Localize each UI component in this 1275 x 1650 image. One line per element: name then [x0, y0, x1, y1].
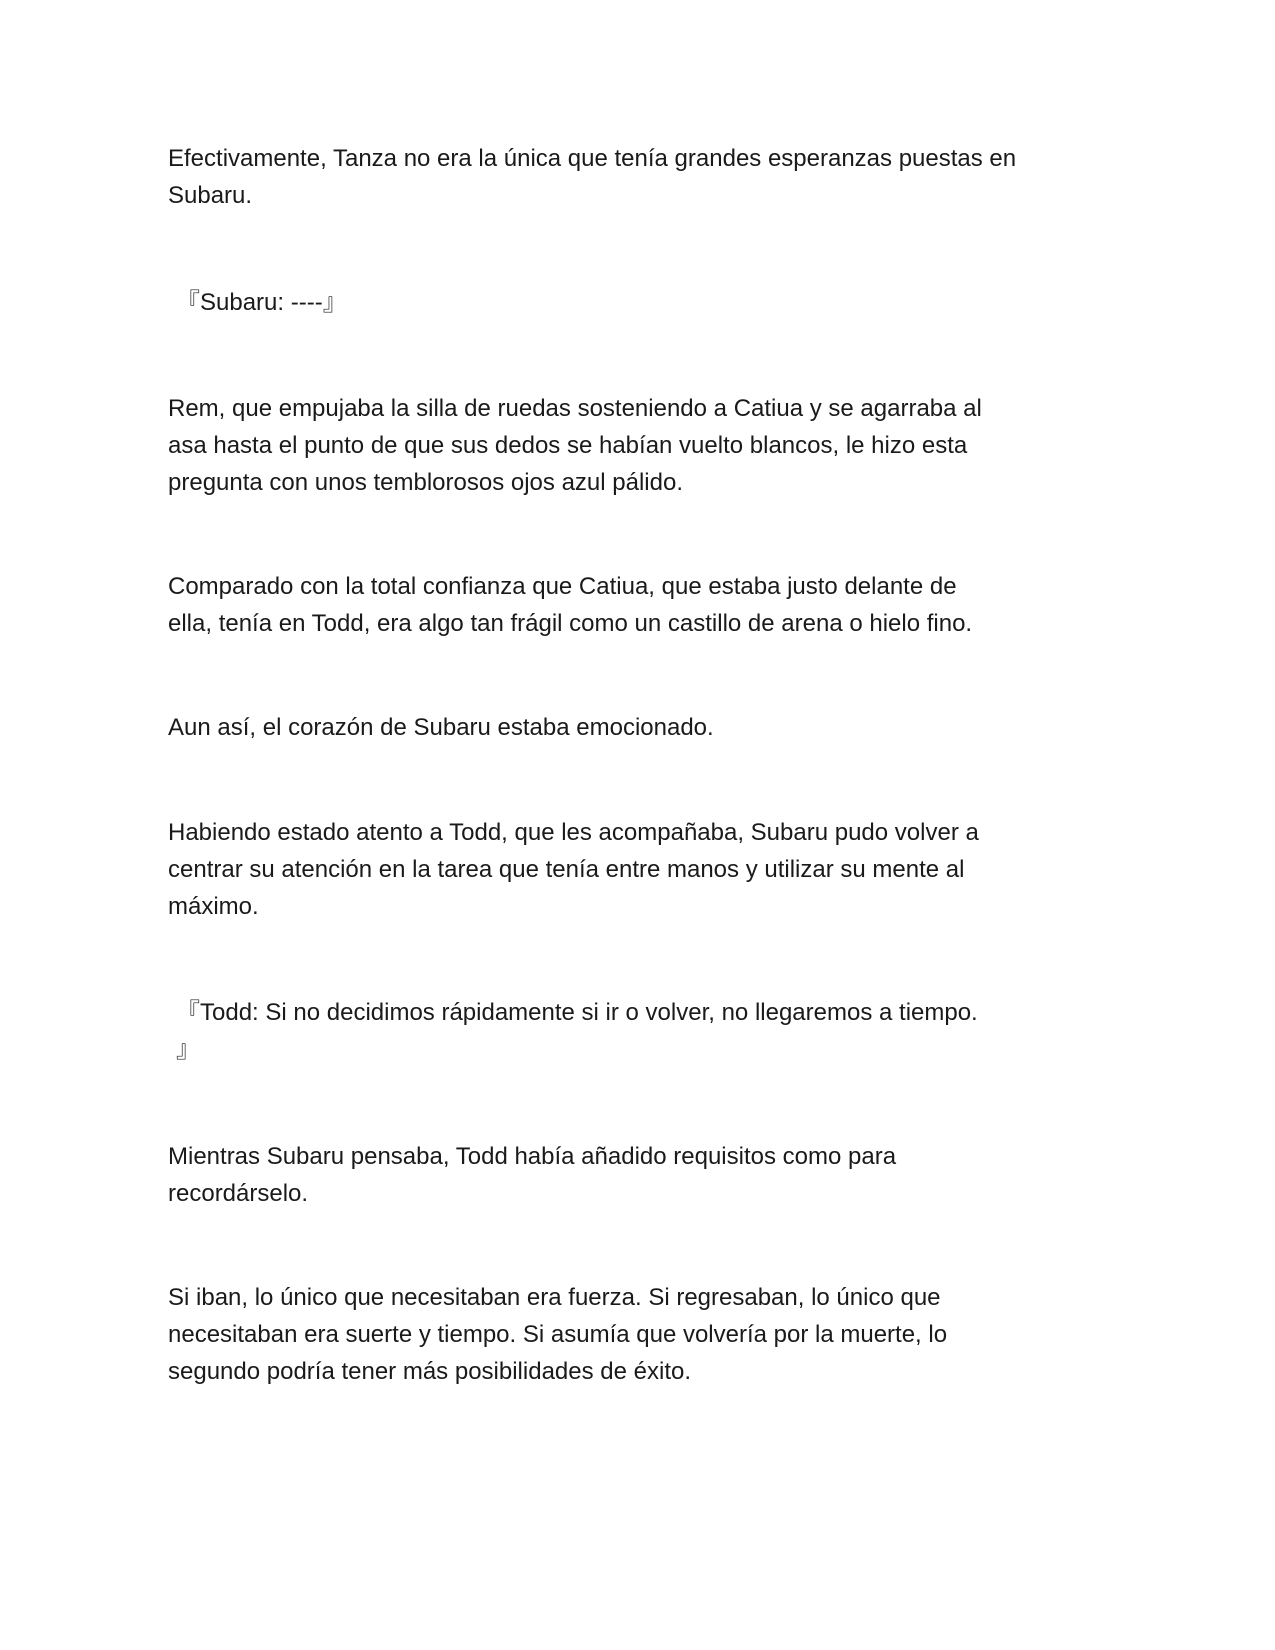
paragraph-6: Mientras Subaru pensaba, Todd había añadido requisitos como para recordárselo. [168, 1143, 897, 1207]
paragraph-1: Efectivamente, Tanza no era la única que tenía grandes esperanzas puestas en Subaru. [168, 145, 1017, 209]
paragraph-4: Aun así, el corazón de Subaru estaba emocionado. [168, 714, 714, 741]
paragraph-2: Rem, que empujaba la silla de ruedas sosteniendo a Catiua y se agarraba al asa hasta el punto de que sus dedos se habían vuelto blancos, le hizo esta pregunta con unos temblorosos ojos azul pálido. [168, 395, 982, 496]
paragraph-5: Habiendo estado atento a Todd, que les acompañaba, Subaru pudo volver a centrar su atención en la tarea que tenía entre manos y utilizar su mente al máximo. [168, 819, 979, 920]
paragraph-3: Comparado con la total confianza que Catiua, que estaba justo delante de ella, tenía en Todd, era algo tan frágil como un castillo de arena o hielo fino. [168, 573, 973, 637]
dialogue-subaru: 『Subaru: ----』 [176, 289, 347, 316]
dialogue-todd: 『Todd: Si no decidimos rápidamente si ir o volver, no llegaremos a tiempo. 』 [176, 999, 978, 1063]
paragraph-7: Si iban, lo único que necesitaban era fuerza. Si regresaban, lo único que necesitaban era suerte y tiempo. Si asumía que volvería por la muerte, lo segundo podría tener más posibilidades de éxito. [168, 1284, 948, 1385]
